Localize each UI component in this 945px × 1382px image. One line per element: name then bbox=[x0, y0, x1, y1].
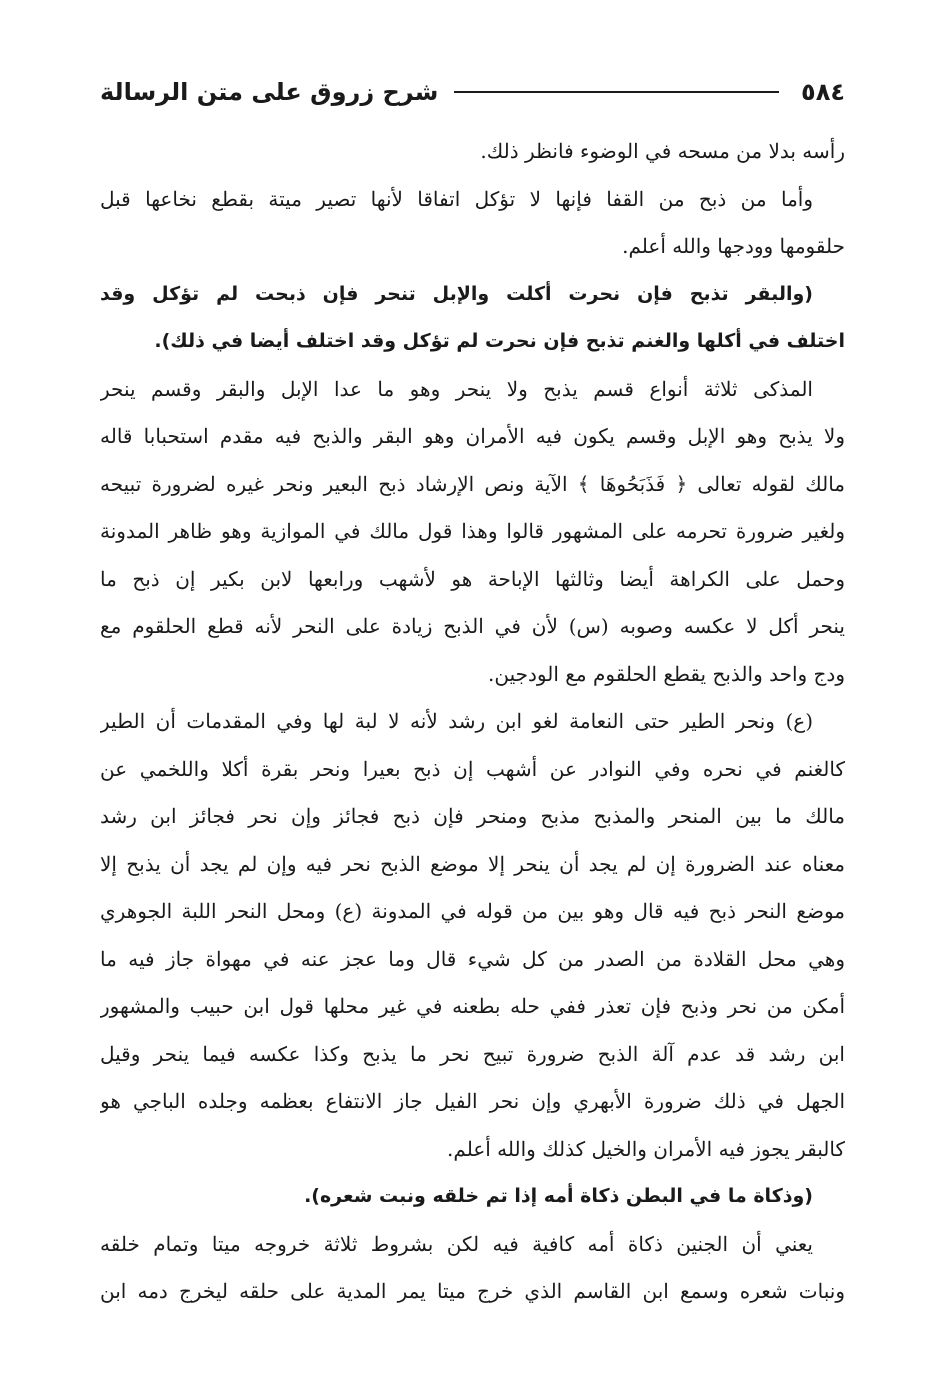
text-line: حلقومها وودجها والله أعلم. bbox=[622, 234, 845, 258]
text-line: كالغنم في نحره وفي النوادر عن أشهب إن ذبح بعيرا ونحر بقرة أكلا واللخمي عن bbox=[100, 756, 845, 781]
text-line: معناه عند الضرورة إن لم يجد أن ينحر إلا موضع الذبح نحر فيه وإن لم يجد أن يذبح إلا bbox=[100, 851, 845, 876]
matn-line: اختلف في أكلها والغنم تذبح فإن نحرت لم تؤكل وقد اختلف أيضا في ذلك). bbox=[154, 330, 845, 352]
text-line: موضع النحر ذبح فيه قال وهو بين من قوله في المدونة (ع) ومحل النحر اللبة الجوهري bbox=[100, 899, 845, 923]
text-line: ولا يذبح وهو الإبل وقسم يكون فيه الأمران وهو البقر والذبح فيه مقدم استحبابا قاله bbox=[100, 424, 845, 448]
text-line: مالك ما بين المنحر والمذبح مذبح ومنحر فإن ذبح فجائز وإن نحر فجائز ابن رشد bbox=[100, 804, 845, 828]
page-number: ٥٨٤ bbox=[801, 78, 845, 106]
text-line: المذكى ثلاثة أنواع قسم يذبح ولا ينحر وهو ما عدا الإبل والبقر وقسم ينحر bbox=[100, 376, 813, 401]
text-line: يعني أن الجنين ذكاة أمه كافية فيه لكن بشروط ثلاثة خروجه ميتا وتمام خلقه bbox=[100, 1231, 813, 1256]
text-line: ونبات شعره وسمع ابن القاسم الذي خرج ميتا يمر المدية على حلقه ليخرج دمه ابن bbox=[100, 1279, 845, 1303]
page-header bbox=[100, 72, 845, 112]
text-line: الجهل في ذلك ضرورة الأبهري وإن نحر الفيل جاز الانتفاع بعظمه وجلده الباجي هو bbox=[100, 1089, 845, 1113]
text-line: وهي محل القلادة من الصدر من كل شيء قال وما عجز عنه في مهواة جاز فيه ما bbox=[100, 946, 845, 971]
text-line: ولغير ضرورة تحرمه على المشهور قالوا وهذا قول مالك في الموازية وهو ظاهر المدونة bbox=[100, 519, 845, 543]
text-line: أمكن من نحر وذبح فإن تعذر ففي حله بطعنه في غير محلها قول ابن حبيب والمشهور bbox=[100, 994, 845, 1018]
text-line: ينحر أكل لا عكسه وصوبه (س) لأن في الذبح زيادة على النحر لأنه قطع الحلقوم مع bbox=[100, 614, 845, 638]
text-line: رأسه بدلا من مسحه في الوضوء فانظر ذلك. bbox=[480, 139, 845, 163]
matn-line: (وذكاة ما في البطن ذكاة أمه إذا تم خلقه ونبت شعره). bbox=[304, 1185, 813, 1207]
matn-line: (والبقر تذبح فإن نحرت أكلت والإبل تنحر فإن ذبحت لم تؤكل وقد bbox=[100, 282, 813, 305]
text-line: مالك لقوله تعالى ﴿ فَذَبَحُوهَا ﴾ الآية ونص الإرشاد ذبح البعير ونحر غيره لضرورة تبيحه bbox=[100, 471, 845, 496]
text-line: ودج واحد والذبح يقطع الحلقوم مع الودجين. bbox=[488, 661, 845, 686]
header-rule bbox=[454, 91, 779, 93]
text-line: كالبقر يجوز فيه الأمران والخيل كذلك والله أعلم. bbox=[447, 1136, 845, 1161]
text-line: ابن رشد قد عدم آلة الذبح ضرورة تبيح نحر ما يذبح وكذا عكسه فيما ينحر وقيل bbox=[100, 1041, 845, 1066]
book-title: شرح زروق على متن الرسالة bbox=[100, 78, 439, 106]
text-line: وحمل على الكراهة أيضا وثالثها الإباحة هو لأشهب ورابعها لابن بكير إن ذبح ما bbox=[100, 566, 845, 591]
body-text bbox=[100, 128, 845, 1316]
text-line: (ع) ونحر الطير حتى النعامة لغو ابن رشد لأنه لا لبة لها وفي المقدمات أن الطير bbox=[100, 709, 813, 733]
text-line: وأما من ذبح من القفا فإنها لا تؤكل اتفاقا لأنها تصير ميتة بقطع نخاعها قبل bbox=[100, 186, 813, 211]
